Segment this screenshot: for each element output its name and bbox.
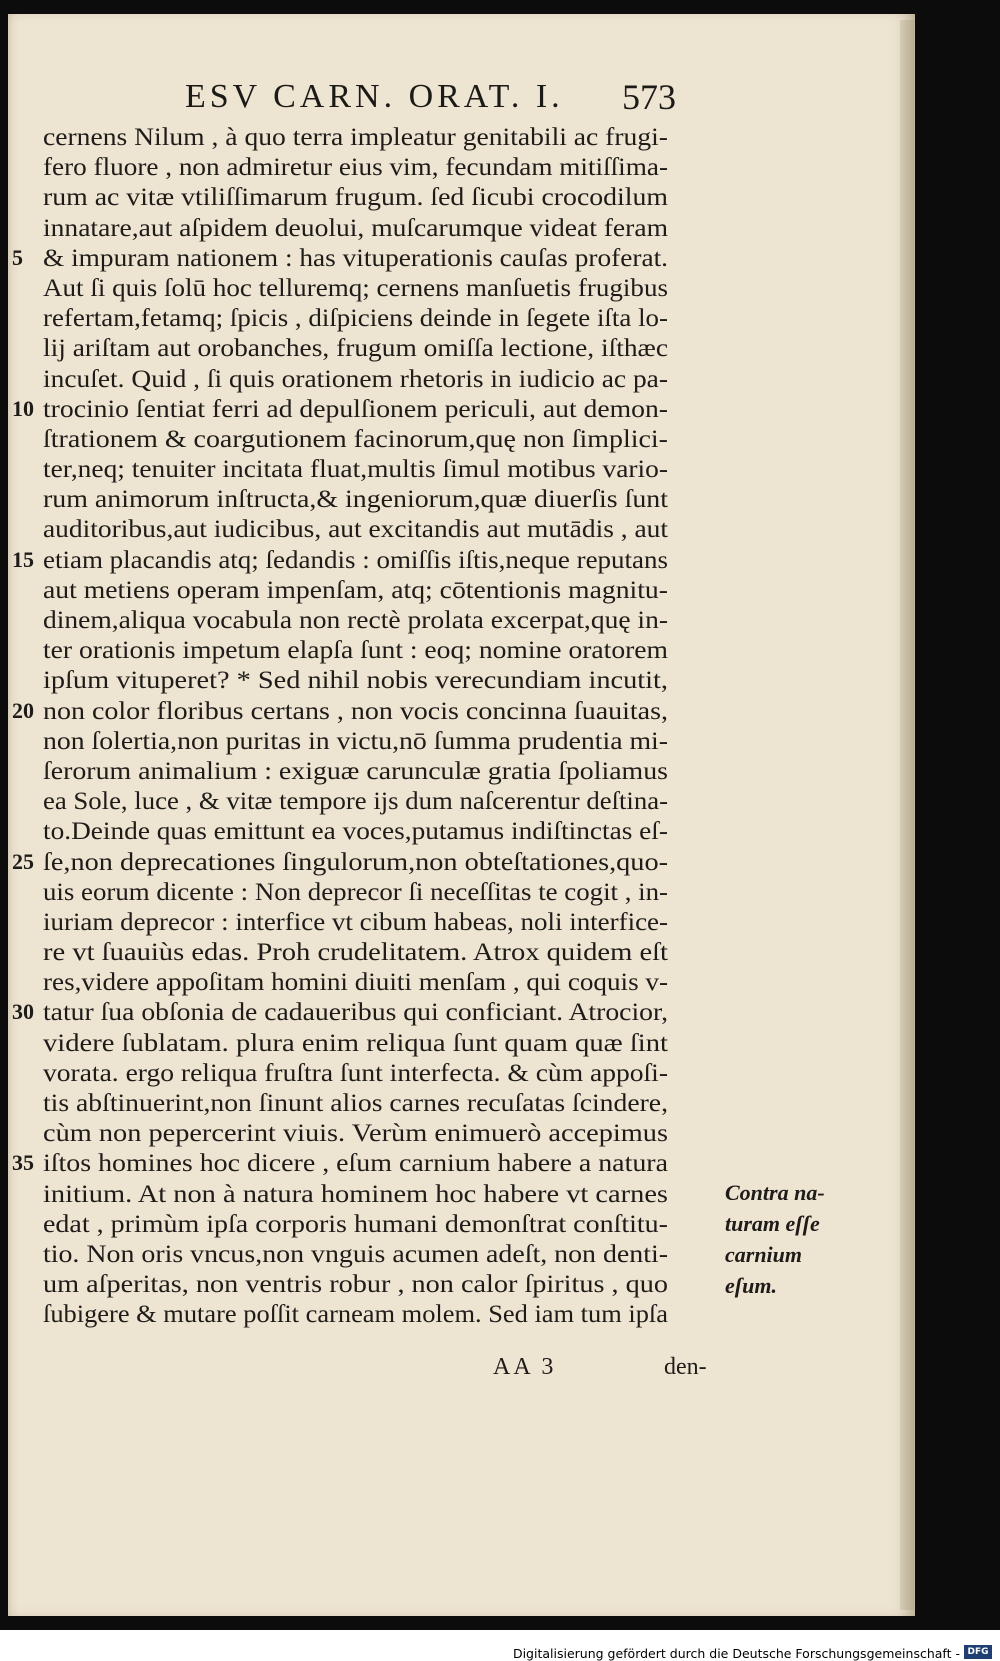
text-line [0, 967, 910, 997]
line-text: lij ariſtam aut orobanches, frugum omiſſa lectione, iſthæc [43, 333, 668, 363]
marginal-note-line: Contra na- [725, 1180, 825, 1205]
marginal-note-line: carnium [725, 1242, 803, 1267]
line-text: non color floribus certans , non vocis concinna ſuauitas, [43, 695, 668, 725]
text-line [0, 364, 910, 394]
line-text: edat , primùm ipſa corporis humani demonſtrat conſtitu- [43, 1208, 668, 1238]
text-line [0, 726, 910, 756]
text-line [0, 877, 910, 907]
line-number: 15 [12, 546, 34, 572]
text-line [0, 394, 910, 424]
line-text: ſerorum animalium : exiguæ carunculæ gratia ſpoliamus [43, 755, 668, 785]
line-text: refertam,fetamq; ſpicis , diſpiciens deinde in ſegete iſta lo- [43, 303, 668, 333]
line-text: non ſolertia,non puritas in victu,nō ſumma prudentia mi- [43, 725, 668, 755]
text-line [0, 424, 910, 454]
text-line [0, 937, 910, 967]
body-text [0, 122, 910, 1330]
line-text: iſtos homines hoc dicere , eſum carnium habere a natura [43, 1148, 668, 1178]
line-text: to.Deinde quas emittunt ea voces,putamus indiſtinctas eſ- [43, 816, 668, 846]
text-line [0, 514, 910, 544]
marginal-note-line: eſum. [725, 1273, 777, 1298]
text-line [0, 182, 910, 212]
line-text: tio. Non oris vncus,non vnguis acumen adeſt, non denti- [43, 1238, 668, 1268]
line-number: 25 [12, 848, 34, 874]
text-line [0, 575, 910, 605]
line-text: ſubigere & mutare poſſit carneam molem. Sed iam tum ipſa [43, 1299, 668, 1329]
text-line [0, 484, 910, 514]
line-text: uis eorum dicente : Non deprecor ſi neceſſitas te cogit , in- [43, 876, 668, 906]
text-line [0, 786, 910, 816]
text-line [0, 605, 910, 635]
line-number: 35 [12, 1150, 34, 1176]
text-line [0, 333, 910, 363]
line-text: iuriam deprecor : interfice vt cibum habeas, noli interfice- [43, 906, 668, 936]
text-line [0, 152, 910, 182]
text-line [0, 1088, 910, 1118]
footer-credit: Digitalisierung gefördert durch die Deutsche Forschungsgemeinschaft - [512, 1646, 960, 1661]
line-text: ter,neq; tenuiter incitata fluat,multis ſimul motibus vario- [43, 454, 668, 484]
text-line [0, 997, 910, 1027]
catchword: den- [664, 1354, 707, 1380]
text-line [0, 1058, 910, 1088]
line-text: um aſperitas, non ventris robur , non calor ſpiritus , quo [43, 1269, 668, 1299]
line-text: ſe,non deprecationes ſingulorum,non obteſtationes,quo- [43, 846, 668, 876]
text-line [0, 1299, 910, 1329]
marginal-note-line: turam eſſe [725, 1211, 820, 1236]
line-text: incuſet. Quid , ſi quis orationem rhetoris in iudicio ac pa- [43, 363, 668, 393]
text-line [0, 243, 910, 273]
line-text: cernens Nilum , à quo terra impleatur genitabili ac frugi- [43, 122, 668, 151]
line-text: dinem,aliqua vocabula non rectè prolata excerpat,quę in- [43, 605, 668, 634]
line-number: 5 [12, 244, 23, 270]
text-line [0, 907, 910, 937]
text-line [0, 122, 910, 152]
line-text: rum ac vitæ vtiliſſimarum frugum. ſed ſicubi crocodilum [43, 182, 669, 212]
line-text: auditoribus,aut iudicibus, aut excitandis aut mutādis , aut [43, 514, 668, 544]
line-text: fero fluore , non admiretur eius vim, fecundam mitiſſima- [43, 152, 668, 182]
text-line [0, 454, 910, 484]
dfg-logo-icon: DFG [964, 1645, 992, 1659]
text-line [0, 213, 910, 243]
text-line [0, 635, 910, 665]
line-text: etiam placandis atq; ſedandis : omiſſis iſtis,neque reputans [43, 544, 668, 574]
line-text: trocinio ſentiat ferri ad depulſionem periculi, aut demon- [43, 393, 668, 423]
line-text: re vt ſuauiùs edas. Proh crudelitatem. Atrox quidem eſt [43, 937, 668, 967]
line-text: res,videre appoſitam homini diuiti menſam , qui coquis v- [43, 967, 668, 997]
signature-mark: AA 3 [493, 1354, 557, 1380]
line-text: vorata. ergo reliqua fruſtra ſunt interfecta. & cùm appoſi- [43, 1057, 668, 1087]
line-text: tis abſtinuerint,non ſinunt alios carnes recuſatas ſcindere, [43, 1088, 668, 1117]
line-text: Aut ſi quis ſolū hoc telluremq; cernens manſuetis frugibus [43, 272, 668, 302]
text-line [0, 847, 910, 877]
line-text: ter orationis impetum elapſa ſunt : eoq; nomine oratorem [43, 635, 668, 665]
text-line [0, 1148, 910, 1178]
line-number: 30 [12, 999, 34, 1025]
text-line [0, 816, 910, 846]
text-line [0, 665, 910, 695]
line-text: & impuram nationem : has vituperationis cauſas proferat. [43, 242, 668, 272]
line-number: 20 [12, 697, 34, 723]
text-line [0, 756, 910, 786]
text-line [0, 545, 910, 575]
text-line [0, 1118, 910, 1148]
running-head: ESV CARN. ORAT. I. [185, 78, 564, 115]
line-text: ea Sole, luce , & vitæ tempore ijs dum naſcerentur deſtina- [43, 786, 668, 816]
text-line [0, 1028, 910, 1058]
line-text: initium. At non à natura hominem hoc habere vt carnes [43, 1178, 668, 1208]
line-text: aut metiens operam impenſam, atq; cōtentionis magnitu- [43, 574, 668, 604]
line-text: ipſum vituperet? * Sed nihil nobis verecundiam incutit, [43, 665, 668, 695]
line-text: videre ſublatam. plura enim reliqua ſunt quam quæ ſint [43, 1027, 668, 1057]
marginal-note [725, 1177, 855, 1301]
line-text: rum animorum inſtructa,& ingeniorum,quæ diuerſis ſunt [43, 484, 668, 514]
text-line [0, 696, 910, 726]
page-number: 573 [622, 77, 676, 117]
text-line [0, 273, 910, 303]
line-text: tatur ſua obſonia de cadaueribus qui conficiant. Atrocior, [43, 997, 668, 1027]
line-text: cùm non pepercerint viuis. Verùm enimuerò accepimus [43, 1118, 668, 1148]
line-number: 10 [12, 395, 34, 421]
text-line [0, 303, 910, 333]
line-text: ſtrationem & coargutionem facinorum,quę non ſimplici- [43, 423, 668, 453]
line-text: innatare,aut aſpidem deuolui, muſcarumque videat feram [43, 212, 668, 242]
